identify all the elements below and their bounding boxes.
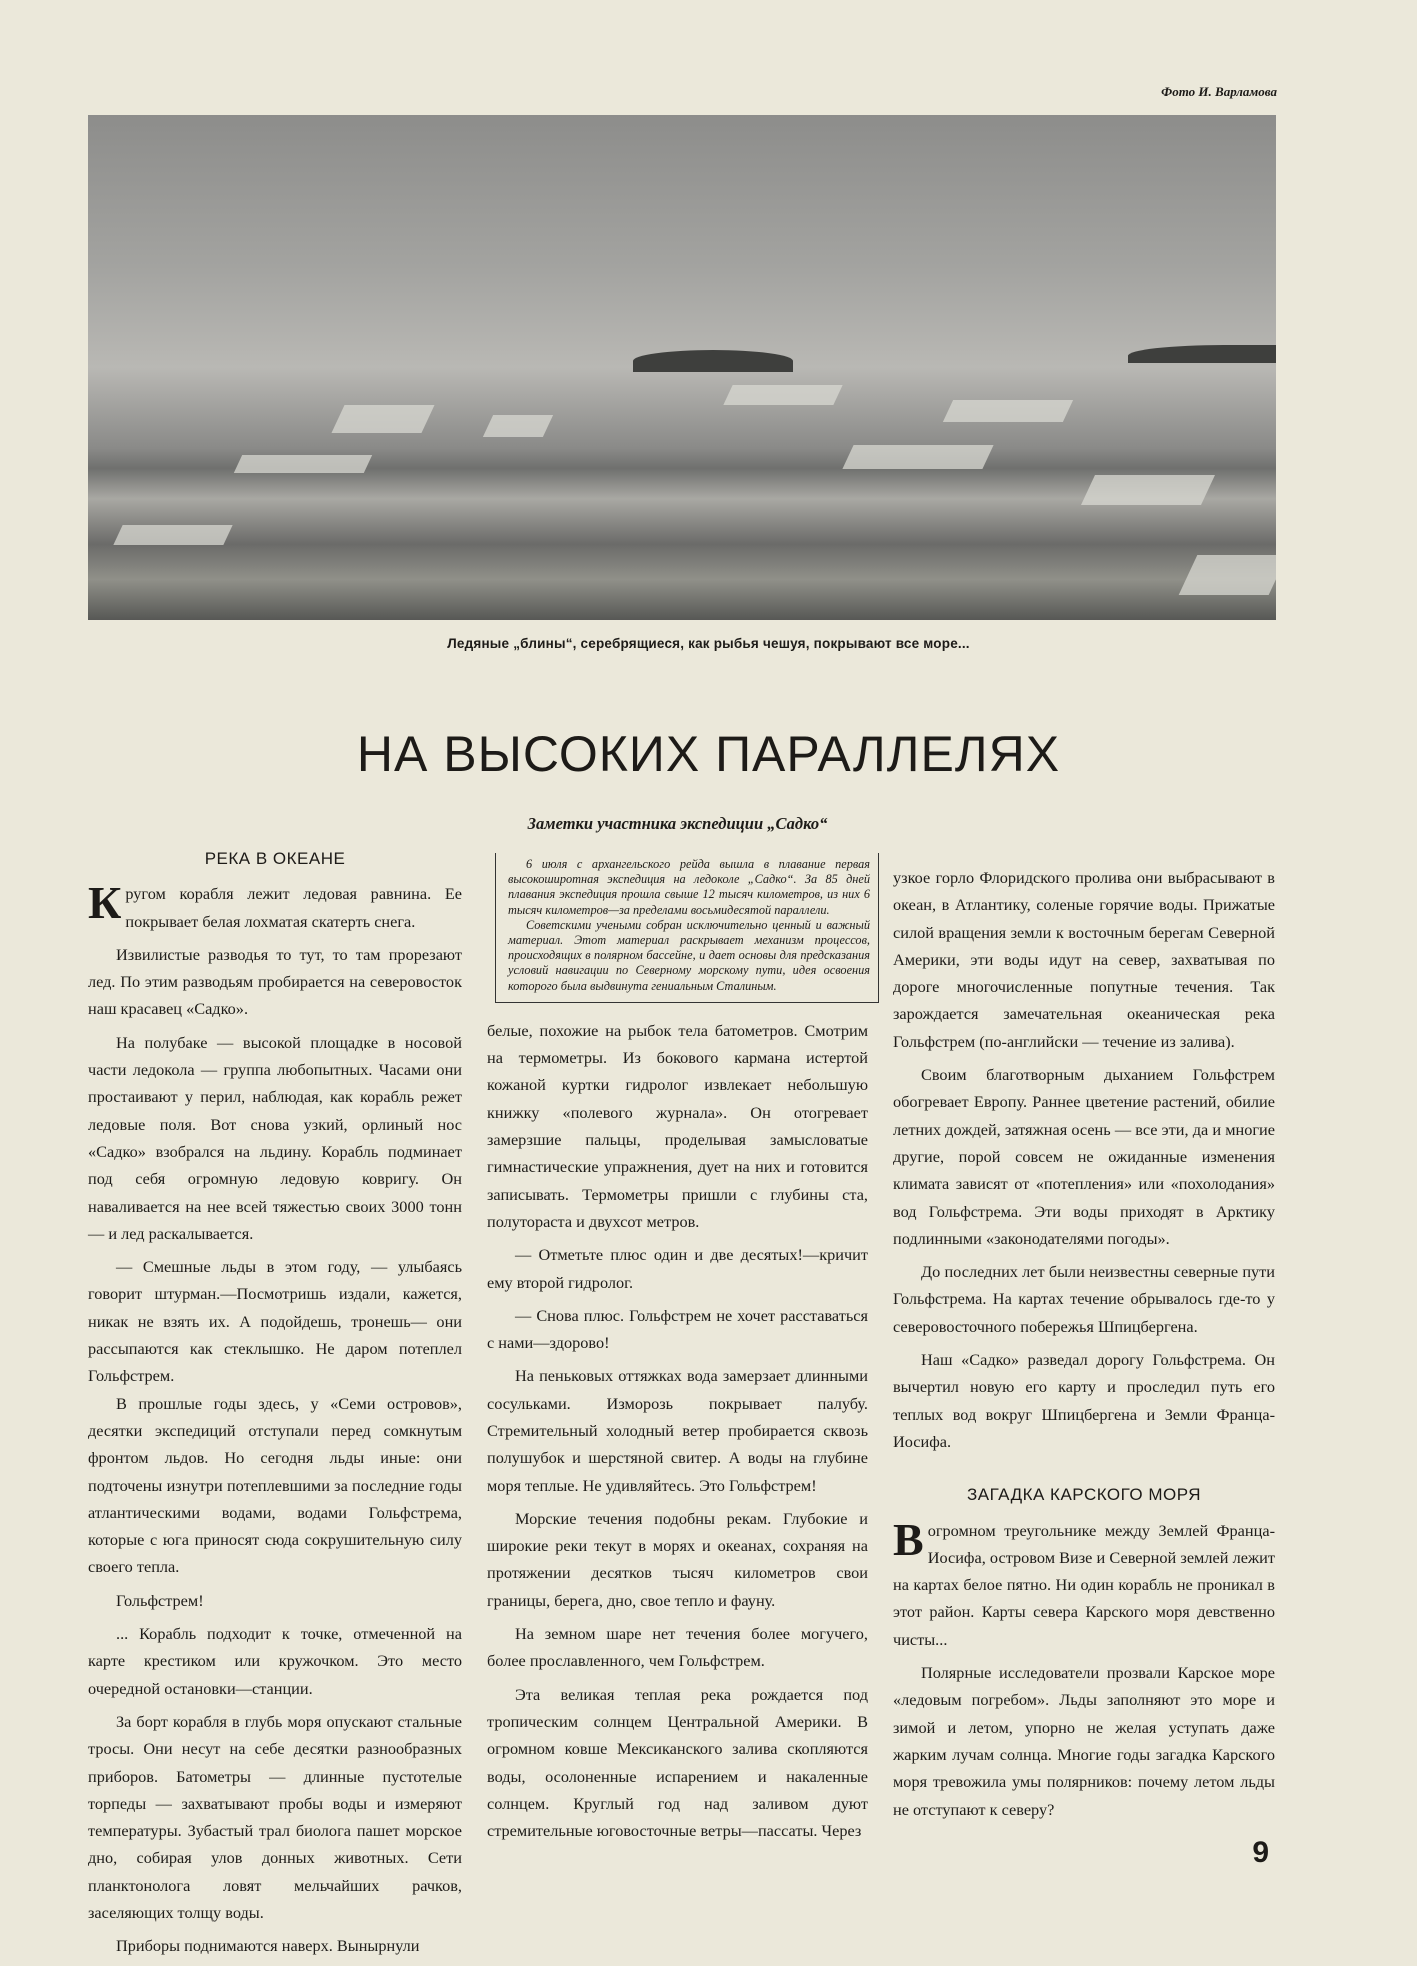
photo-credit: Фото И. Варламова: [1161, 84, 1277, 99]
ice-floe: [842, 445, 993, 469]
paragraph: На пеньковых оттяжках вода замерзает длинными сосульками. Изморозь покрывает палубу. Стремительный холодный ветер пробирается сквозь полушубок и шерстяной свитер. А воды на глубине моря теплые. Не удивляйтесь. Это Гольфстрем!: [487, 1366, 868, 1495]
column-2: [487, 813, 868, 1850]
paragraph: Эта великая теплая река рождается под тропическим солнцем Центральной Америки. В огромном ковше Мексиканского залива скопляются воды, осолоненные испарением и накаленные солнцем. Круглый год над заливом дуют стремительные юговосточные ветры—пассаты. Через: [487, 1684, 868, 1841]
section-heading: ЗАГАДКА КАРСКОГО МОРЯ: [967, 1485, 1201, 1505]
photo-ice-field: [88, 115, 1276, 620]
paragraph: Извилистые разводья то тут, то там прорезают лед. По этим разводьям пробирается на северовосток наш красавец «Садко».: [88, 944, 462, 1019]
ice-floe: [234, 455, 372, 473]
paragraph: — Снова плюс. Гольфстрем не хочет расставаться с нами—здорово!: [487, 1305, 868, 1353]
paragraph: белые, похожие на рыбок тела батометров. Смотрим на термометры. Из бокового кармана истертой кожаной куртки гидролог извлекает небольшую книжку «полевого журнала». Он отогревает замерзшие пальцы, проделывая замысловатые гимнастические упражнения, дует на них и готовится записывать. Термометры пришли с глубины ста, полутораста и двухсот метров.: [487, 1020, 868, 1231]
paragraph: Приборы поднимаются наверх. Вынырнули: [116, 1936, 420, 1956]
ice-floe: [483, 415, 553, 437]
paragraph: узкое горло Флоридского пролива они выбрасывают в океан, в Атлантику, соленые горячие воды. Прижатые силой вращения земли к восточным берегам Северной Америки, эти воды идут на север, захватывая по дороге многочисленные попутные течения. Так зарождается замечательная океаническая река Гольфстрем (по-английски — течение из залива).: [893, 868, 1275, 1051]
drop-cap: В: [893, 1513, 924, 1565]
ice-floe: [331, 405, 434, 433]
paragraph: В прошлые годы здесь, у «Семи островов», десятки экспедиций отступали перед сомкнутым фронтом льдов. Но сегодня льды иные: они подточены изнутри потеплевшими за последние годы атлантическими водами, водами Гольфстрема, которые с юга приносят сюда сокрушительную силу своего тепла.: [88, 1393, 462, 1577]
paragraph-text: огромном треугольнике между Землей Франца-Иосифа, островом Визе и Северной землей лежит на картах белое пятно. Ни один корабль не проникал в этот район. Карты севера Карского моря девственно чисты...: [893, 1520, 1275, 1649]
paragraph: За борт корабля в глубь моря опускают стальные тросы. Они несут на себе десятки разнообразных приборов. Батометры — длинные пустотелые торпеды — захватывают пробы воды и измеряют температуры. Зубастый трал биолога пашет морское дно, собирая улов донных животных. Сети планктонолога ловят мельчайших рачков, заселяющих толщу воды.: [88, 1711, 462, 1922]
paragraph: [88, 877, 462, 935]
article-title: НА ВЫСОКИХ ПАРАЛЛЕЛЯХ: [356, 726, 1061, 782]
intro-paragraph: Советскими учеными собран исключительно ценный и важный материал. Этот материал раскрывает механизм процессов, происходящих в полярном бассейне, и дает основы для предсказания условий навигации по Северному морскому пути, идея освоения которого была выдвинута гениальным Сталиным.: [508, 917, 870, 993]
drop-cap: К: [88, 877, 122, 929]
ice-floe: [1081, 475, 1215, 505]
paragraph: Своим благотворным дыханием Гольфстрем обогревает Европу. Раннее цветение растений, обилие летних дождей, затяжная осень — все эти, да и многие другие, порой совсем не ожиданные изменения климата зависят от «потепления» или «похолодания» вод Гольфстрема. Эти воды приходят в Арктику подлинными «законодателями погоды».: [893, 1065, 1275, 1248]
paragraph: [893, 1513, 1275, 1653]
ice-floe: [113, 525, 232, 545]
photo-caption: Ледяные „блины“, серебрящиеся, как рыбья чешуя, покрывают все море...: [447, 636, 970, 651]
paragraph-text: ругом корабля лежит ледовая равнина. Ее покрывает белая лохматая скатерть снега.: [125, 884, 462, 931]
paragraph: Наш «Садко» разведал дорогу Гольфстрема. Он вычертил новую его карту и проследил путь его теплых вод вокруг Шпицбергена и Земли Франца-Иосифа.: [893, 1350, 1275, 1451]
column-3: [893, 864, 1275, 1871]
article-subtitle: Заметки участника экспедиции „Садко“: [527, 814, 828, 833]
ice-floe: [943, 400, 1073, 422]
page-number: 9: [1252, 1835, 1269, 1869]
intro-paragraph: 6 июля с архангельского рейда вышла в плавание первая высокоширотная экспедиция на ледоколе „Садко“. За 85 дней плавания экспедиция прошла свыше 12 тысяч километров, из них 6 тысяч километров—за пределами восьмидесятой параллели.: [508, 857, 870, 917]
paragraph: На полубаке — высокой площадке в носовой части ледокола — группа любопытных. Часами они простаивают у перил, наблюдая, как корабль режет ледовые поля. Вот снова узкий, орлиный нос «Садко» взобрался на льдину. Корабль подминает под себя огромную ледовую ковригу. Он наваливается на нее всей тяжестью своих 3000 тонн — и лед раскалывается.: [88, 1032, 462, 1243]
island-silhouette: [1128, 345, 1276, 363]
paragraph: — Смешные льды в этом году, — улыбаясь говорит штурман.—Посмотришь издали, кажется, никак не взять их. А подойдешь, тронешь— они рассыпаются как стеклышко. Не даром потеплел Гольфстрем.: [88, 1257, 462, 1386]
ice-floe: [723, 385, 842, 405]
paragraph: — Отметьте плюс один и две десятых!—кричит ему второй гидролог.: [487, 1245, 868, 1292]
paragraph: ... Корабль подходит к точке, отмеченной на карте крестиком или кружочком. Это место очередной остановки—станции.: [88, 1624, 462, 1698]
paragraph: До последних лет были неизвестны северные пути Гольфстрема. На картах течение обрывалось где-то у северовосточного побережья Шпицбергена.: [893, 1262, 1275, 1336]
section-heading: РЕКА В ОКЕАНЕ: [204, 849, 346, 868]
ice-floe: [1179, 555, 1276, 595]
paragraph: На земном шаре нет течения более могучего, более прославленного, чем Гольфстрем.: [487, 1624, 868, 1671]
paragraph: Гольфстрем!: [116, 1590, 204, 1610]
column-1: [88, 845, 462, 1966]
paragraph: Полярные исследователи прозвали Карское море «ледовым погребом». Льды заполняют это море и зимой и летом, упорно не желая уступать даже жарким лучам солнца. Многие годы загадка Карского моря тревожила умы полярников: почему летом льды не отступают к северу?: [893, 1663, 1275, 1819]
island-silhouette: [633, 350, 793, 372]
paragraph: Морские течения подобны рекам. Глубокие и широкие реки текут в морях и океанах, сохраняя на протяжении десятков тысяч километров свои границы, берега, дно, свое тепло и фауну.: [487, 1508, 868, 1610]
intro-box: [495, 853, 879, 1003]
